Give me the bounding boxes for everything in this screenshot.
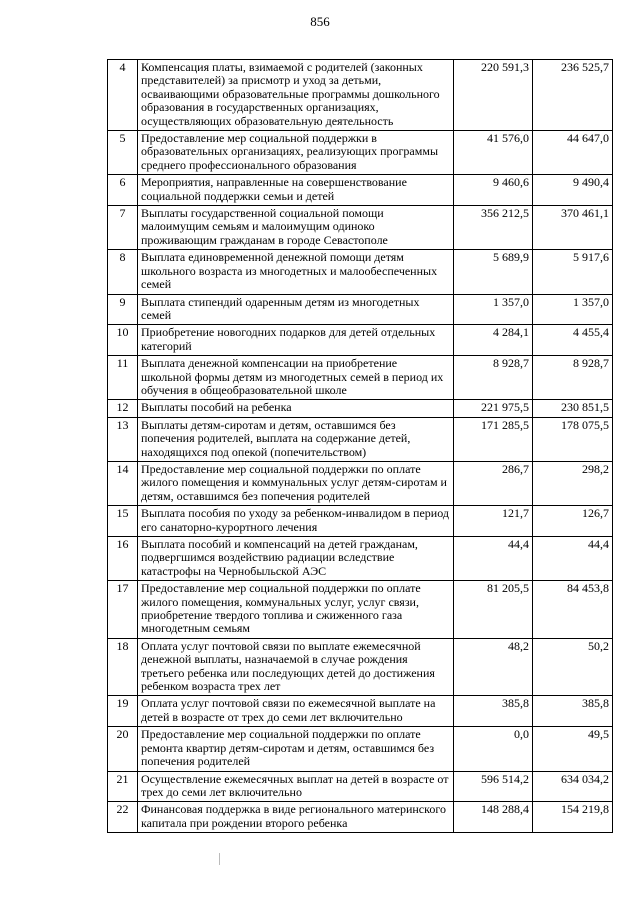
row-value-1: 385,8 [454, 696, 533, 727]
table-row [108, 325, 613, 356]
row-value-2: 8 928,7 [533, 356, 613, 400]
row-value-1: 44,4 [454, 537, 533, 581]
row-value-2: 236 525,7 [533, 60, 613, 131]
row-value-1: 5 689,9 [454, 250, 533, 294]
row-value-1: 9 460,6 [454, 175, 533, 206]
row-value-2: 370 461,1 [533, 206, 613, 250]
row-value-2: 44 647,0 [533, 131, 613, 175]
table-row [108, 506, 613, 537]
row-value-1: 41 576,0 [454, 131, 533, 175]
scan-mark [219, 853, 220, 865]
row-value-1: 0,0 [454, 727, 533, 771]
row-value-1: 1 357,0 [454, 294, 533, 325]
row-value-1: 8 928,7 [454, 356, 533, 400]
table-row [108, 696, 613, 727]
table-row [108, 131, 613, 175]
row-value-2: 385,8 [533, 696, 613, 727]
table-row [108, 802, 613, 833]
row-value-1: 356 212,5 [454, 206, 533, 250]
table-row [108, 356, 613, 400]
row-description: Компенсация платы, взимаемой с родителей (законных представителей) за присмотр и уход за детьми, осваивающими образовательные программы дошкольного образования в государственных организациях, осуществляющих образовательную деятельность [138, 60, 454, 131]
row-value-2: 84 453,8 [533, 581, 613, 639]
row-value-2: 50,2 [533, 638, 613, 696]
row-value-2: 49,5 [533, 727, 613, 771]
row-value-1: 596 514,2 [454, 771, 533, 802]
row-number: 15 [108, 506, 138, 537]
row-number: 17 [108, 581, 138, 639]
row-value-2: 178 075,5 [533, 417, 613, 461]
page-number: 856 [310, 14, 330, 29]
table-row [108, 206, 613, 250]
row-number: 18 [108, 638, 138, 696]
table-row [108, 771, 613, 802]
row-number: 6 [108, 175, 138, 206]
row-number: 10 [108, 325, 138, 356]
row-number: 4 [108, 60, 138, 131]
budget-table-body [108, 60, 613, 833]
row-value-2: 634 034,2 [533, 771, 613, 802]
row-number: 12 [108, 400, 138, 417]
row-value-2: 298,2 [533, 461, 613, 505]
table-row [108, 537, 613, 581]
row-value-2: 230 851,5 [533, 400, 613, 417]
row-value-1: 81 205,5 [454, 581, 533, 639]
row-description: Предоставление мер социальной поддержки в образовательных организациях, реализующих программы среднего профессионального образования [138, 131, 454, 175]
row-number: 16 [108, 537, 138, 581]
table-row [108, 581, 613, 639]
row-value-2: 5 917,6 [533, 250, 613, 294]
row-description: Предоставление мер социальной поддержки по оплате жилого помещения, коммунальных услуг, услуг связи, приобретение твердого топлива и сжиженного газа многодетным семьям [138, 581, 454, 639]
table-row [108, 461, 613, 505]
row-value-2: 1 357,0 [533, 294, 613, 325]
row-description: Выплата пособия по уходу за ребенком-инвалидом в период его санаторно-курортного лечения [138, 506, 454, 537]
table-row [108, 417, 613, 461]
table-row [108, 250, 613, 294]
row-number: 19 [108, 696, 138, 727]
row-value-1: 48,2 [454, 638, 533, 696]
row-value-2: 154 219,8 [533, 802, 613, 833]
row-number: 11 [108, 356, 138, 400]
row-description: Предоставление мер социальной поддержки по оплате ремонта квартир детям-сиротам и детям, оставшимся без попечения родителей [138, 727, 454, 771]
row-number: 5 [108, 131, 138, 175]
table-row [108, 60, 613, 131]
row-number: 20 [108, 727, 138, 771]
row-description: Осуществление ежемесячных выплат на детей в возрасте от трех до семи лет включительно [138, 771, 454, 802]
row-description: Приобретение новогодних подарков для детей отдельных категорий [138, 325, 454, 356]
row-description: Финансовая поддержка в виде регионального материнского капитала при рождении второго ребенка [138, 802, 454, 833]
row-value-2: 44,4 [533, 537, 613, 581]
row-description: Выплата пособий и компенсаций на детей гражданам, подвергшимся воздействию радиации вследствие катастрофы на Чернобыльской АЭС [138, 537, 454, 581]
row-description: Предоставление мер социальной поддержки по оплате жилого помещения и коммунальных услуг детям-сиротам и детям, оставшимся без попечения родителей [138, 461, 454, 505]
row-number: 7 [108, 206, 138, 250]
row-value-1: 220 591,3 [454, 60, 533, 131]
row-value-1: 286,7 [454, 461, 533, 505]
row-number: 13 [108, 417, 138, 461]
row-description: Выплата стипендий одаренным детям из многодетных семей [138, 294, 454, 325]
row-number: 21 [108, 771, 138, 802]
row-value-1: 171 285,5 [454, 417, 533, 461]
budget-table [107, 59, 613, 833]
row-description: Оплата услуг почтовой связи по выплате ежемесячной денежной выплаты, назначаемой в случае рождения третьего ребенка или последующих детей до достижения ребенком возраста трех лет [138, 638, 454, 696]
table-row [108, 638, 613, 696]
row-value-2: 9 490,4 [533, 175, 613, 206]
row-value-1: 221 975,5 [454, 400, 533, 417]
row-value-1: 148 288,4 [454, 802, 533, 833]
table-row [108, 400, 613, 417]
row-value-1: 4 284,1 [454, 325, 533, 356]
row-value-2: 4 455,4 [533, 325, 613, 356]
row-description: Выплаты детям-сиротам и детям, оставшимся без попечения родителей, выплата на содержание детей, находящихся под опекой (попечительством) [138, 417, 454, 461]
table-row [108, 727, 613, 771]
row-number: 8 [108, 250, 138, 294]
row-number: 9 [108, 294, 138, 325]
table-row [108, 175, 613, 206]
row-description: Выплаты пособий на ребенка [138, 400, 454, 417]
row-number: 14 [108, 461, 138, 505]
row-value-1: 121,7 [454, 506, 533, 537]
row-value-2: 126,7 [533, 506, 613, 537]
row-description: Выплата единовременной денежной помощи детям школьного возраста из многодетных и малообеспеченных семей [138, 250, 454, 294]
row-description: Выплаты государственной социальной помощи малоимущим семьям и малоимущим одиноко проживающим гражданам в городе Севастополе [138, 206, 454, 250]
row-description: Мероприятия, направленные на совершенствование социальной поддержки семьи и детей [138, 175, 454, 206]
row-description: Оплата услуг почтовой связи по ежемесячной выплате на детей в возрасте от трех до семи лет включительно [138, 696, 454, 727]
row-number: 22 [108, 802, 138, 833]
table-row [108, 294, 613, 325]
row-description: Выплата денежной компенсации на приобретение школьной формы детям из многодетных семей в период их обучения в общеобразовательной школе [138, 356, 454, 400]
